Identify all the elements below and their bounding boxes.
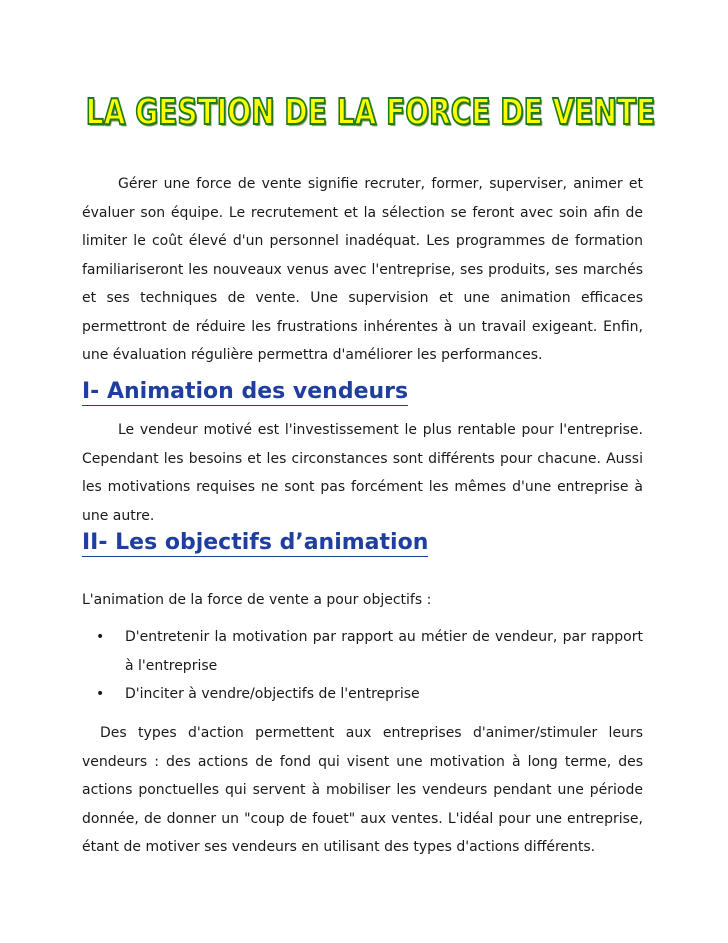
list-item-text: D'entretenir la motivation par rapport au métier de vendeur, par rapport à l'entreprise <box>125 629 643 674</box>
list-item <box>82 680 643 709</box>
section2-paragraph: Des types d'action permettent aux entreprises d'animer/stimuler leurs vendeurs : des actions de fond qui visent une motivation à long terme, des actions ponctuelles qui servent à mobiliser les vendeurs pendant une période donnée, de donner un "coup de fouet" aux ventes. L'idéal pour une entreprise, étant de motiver ses vendeurs en utilisant des types d'actions différents. <box>82 725 643 855</box>
section-heading-animation-text: I- Animation des vendeurs <box>82 379 409 404</box>
section-heading-objectives <box>82 530 428 555</box>
section1-paragraph: Le vendeur motivé est l'investissement le plus rentable pour l'entreprise. Cependant les besoins et les circonstances sont différents pour chacune. Aussi les motivations requises ne sont pas forcément les mêmes d'une entreprise à une autre. <box>82 422 643 524</box>
objectives-list <box>82 623 643 709</box>
section-heading-objectives-text: II- Les objectifs d’animation <box>82 530 429 555</box>
list-item <box>82 623 643 680</box>
list-item-text: D'inciter à vendre/objectifs de l'entreprise <box>125 686 420 702</box>
document-title: LA GESTION DE LA FORCE DE VENTE <box>85 92 656 133</box>
intro-paragraph: Gérer une force de vente signifie recruter, former, superviser, animer et évaluer son équipe. Le recrutement et la sélection se feront avec soin afin de limiter le coût élevé d'un personnel inadéquat. Les programmes de formation familiariseront les nouveaux venus avec l'entreprise, ses produits, ses marchés et ses techniques de vente. Une supervision et une animation efficaces permettront de réduire les frustrations inhérentes à un travail exigeant. Enfin, une évaluation régulière permettra d'améliorer les performances. <box>82 176 643 363</box>
bullet-icon: • <box>96 686 105 702</box>
section-heading-animation <box>82 379 408 404</box>
objectives-lead: L'animation de la force de vente a pour objectifs : <box>82 592 432 608</box>
bullet-icon: • <box>96 629 105 645</box>
